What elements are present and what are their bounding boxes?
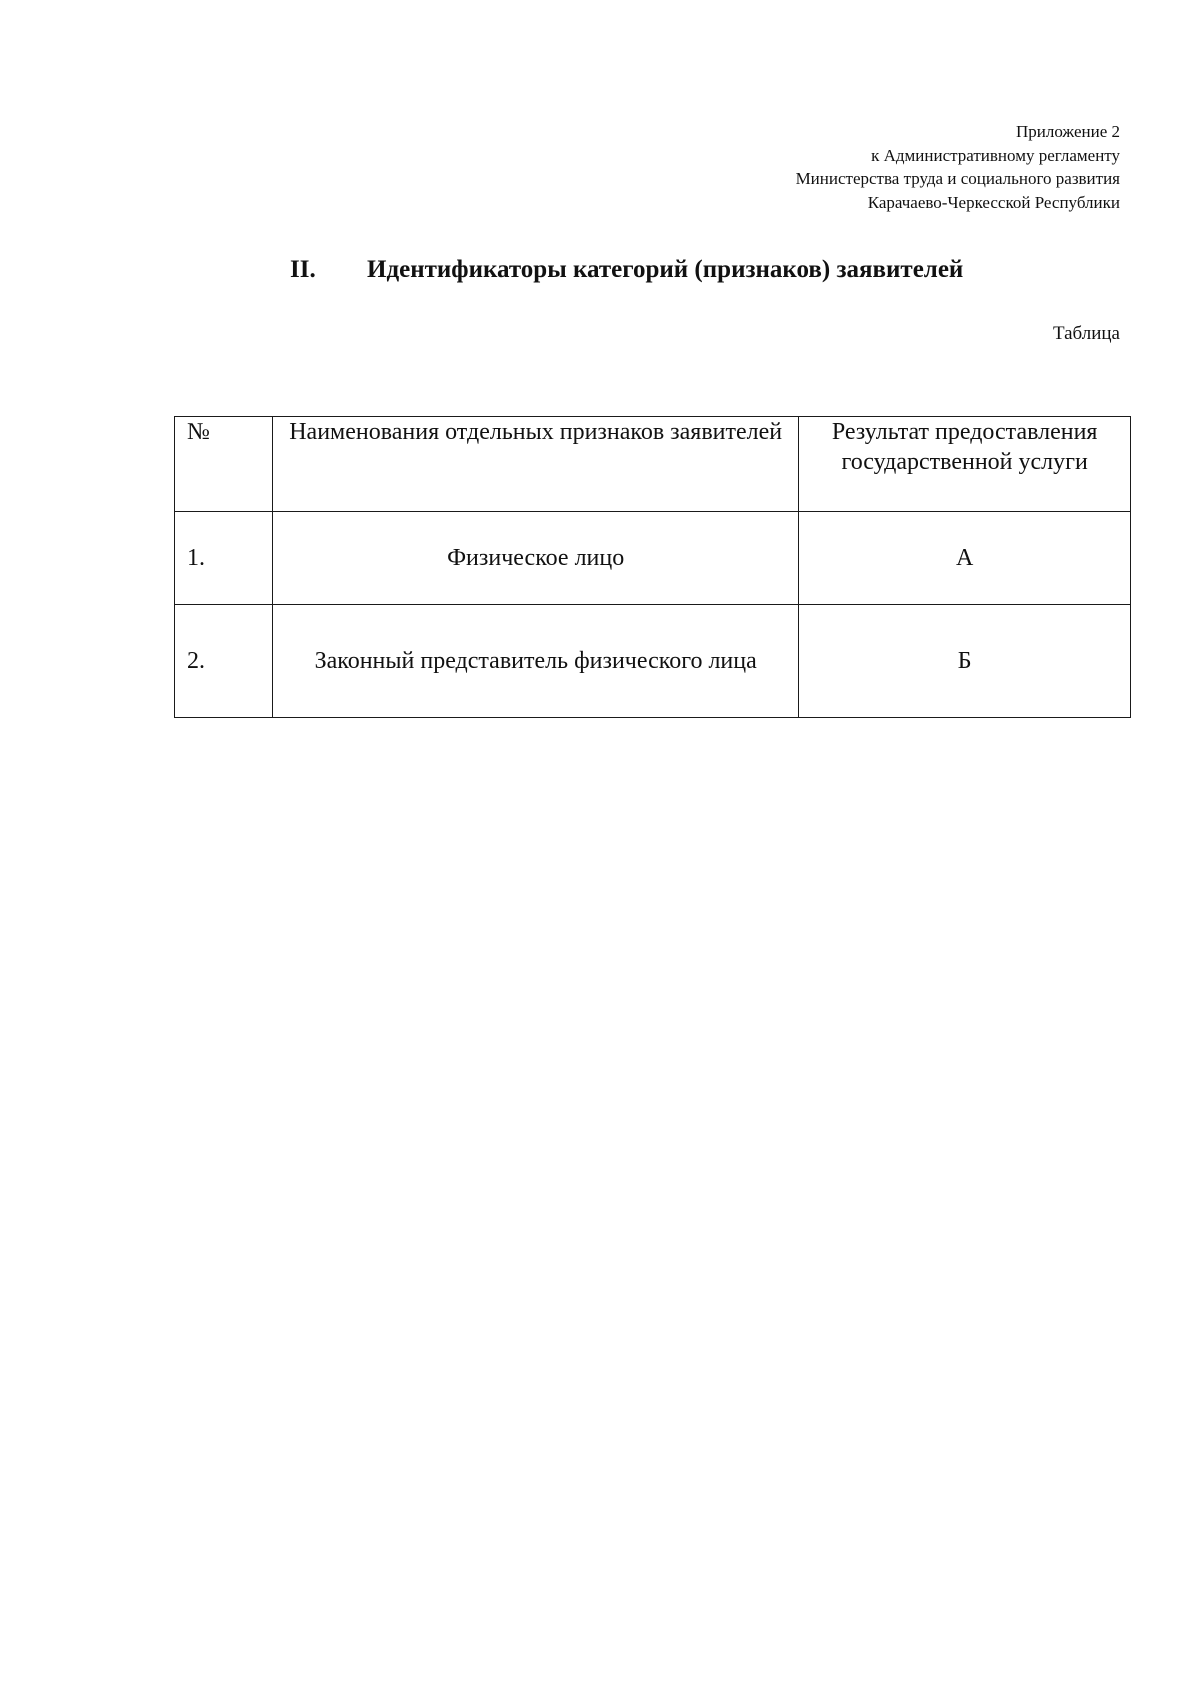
- section-title: [290, 256, 963, 284]
- appendix-line-4: Карачаево-Черкесской Республики: [867, 192, 1120, 212]
- table-header-row: [175, 417, 1131, 512]
- header-result-text: Результат предоставления государственной услуги: [831, 419, 1098, 475]
- row-number: 2.: [175, 605, 273, 718]
- row-result: Б: [799, 605, 1131, 718]
- appendix-line-2: к Административному регламенту: [871, 145, 1120, 165]
- table-row: [175, 512, 1131, 605]
- row-name: Законный представитель физического лица: [273, 605, 799, 718]
- identifiers-table: [174, 416, 1131, 718]
- section-title-text: Идентификаторы категорий (признаков) заявителей: [367, 256, 964, 283]
- row-number: 1.: [175, 512, 273, 605]
- appendix-header: [796, 120, 1120, 214]
- header-number: №: [175, 417, 273, 512]
- header-result: [799, 417, 1131, 512]
- appendix-line-3: Министерства труда и социального развития: [795, 169, 1120, 188]
- header-name: Наименования отдельных признаков заявителей: [273, 417, 799, 512]
- appendix-line-1: Приложение 2: [1016, 122, 1120, 141]
- table-row: [175, 605, 1131, 718]
- row-name: Физическое лицо: [273, 512, 799, 605]
- table-caption: Таблица: [1052, 323, 1120, 344]
- row-result: А: [799, 512, 1131, 605]
- section-number: II.: [290, 256, 316, 283]
